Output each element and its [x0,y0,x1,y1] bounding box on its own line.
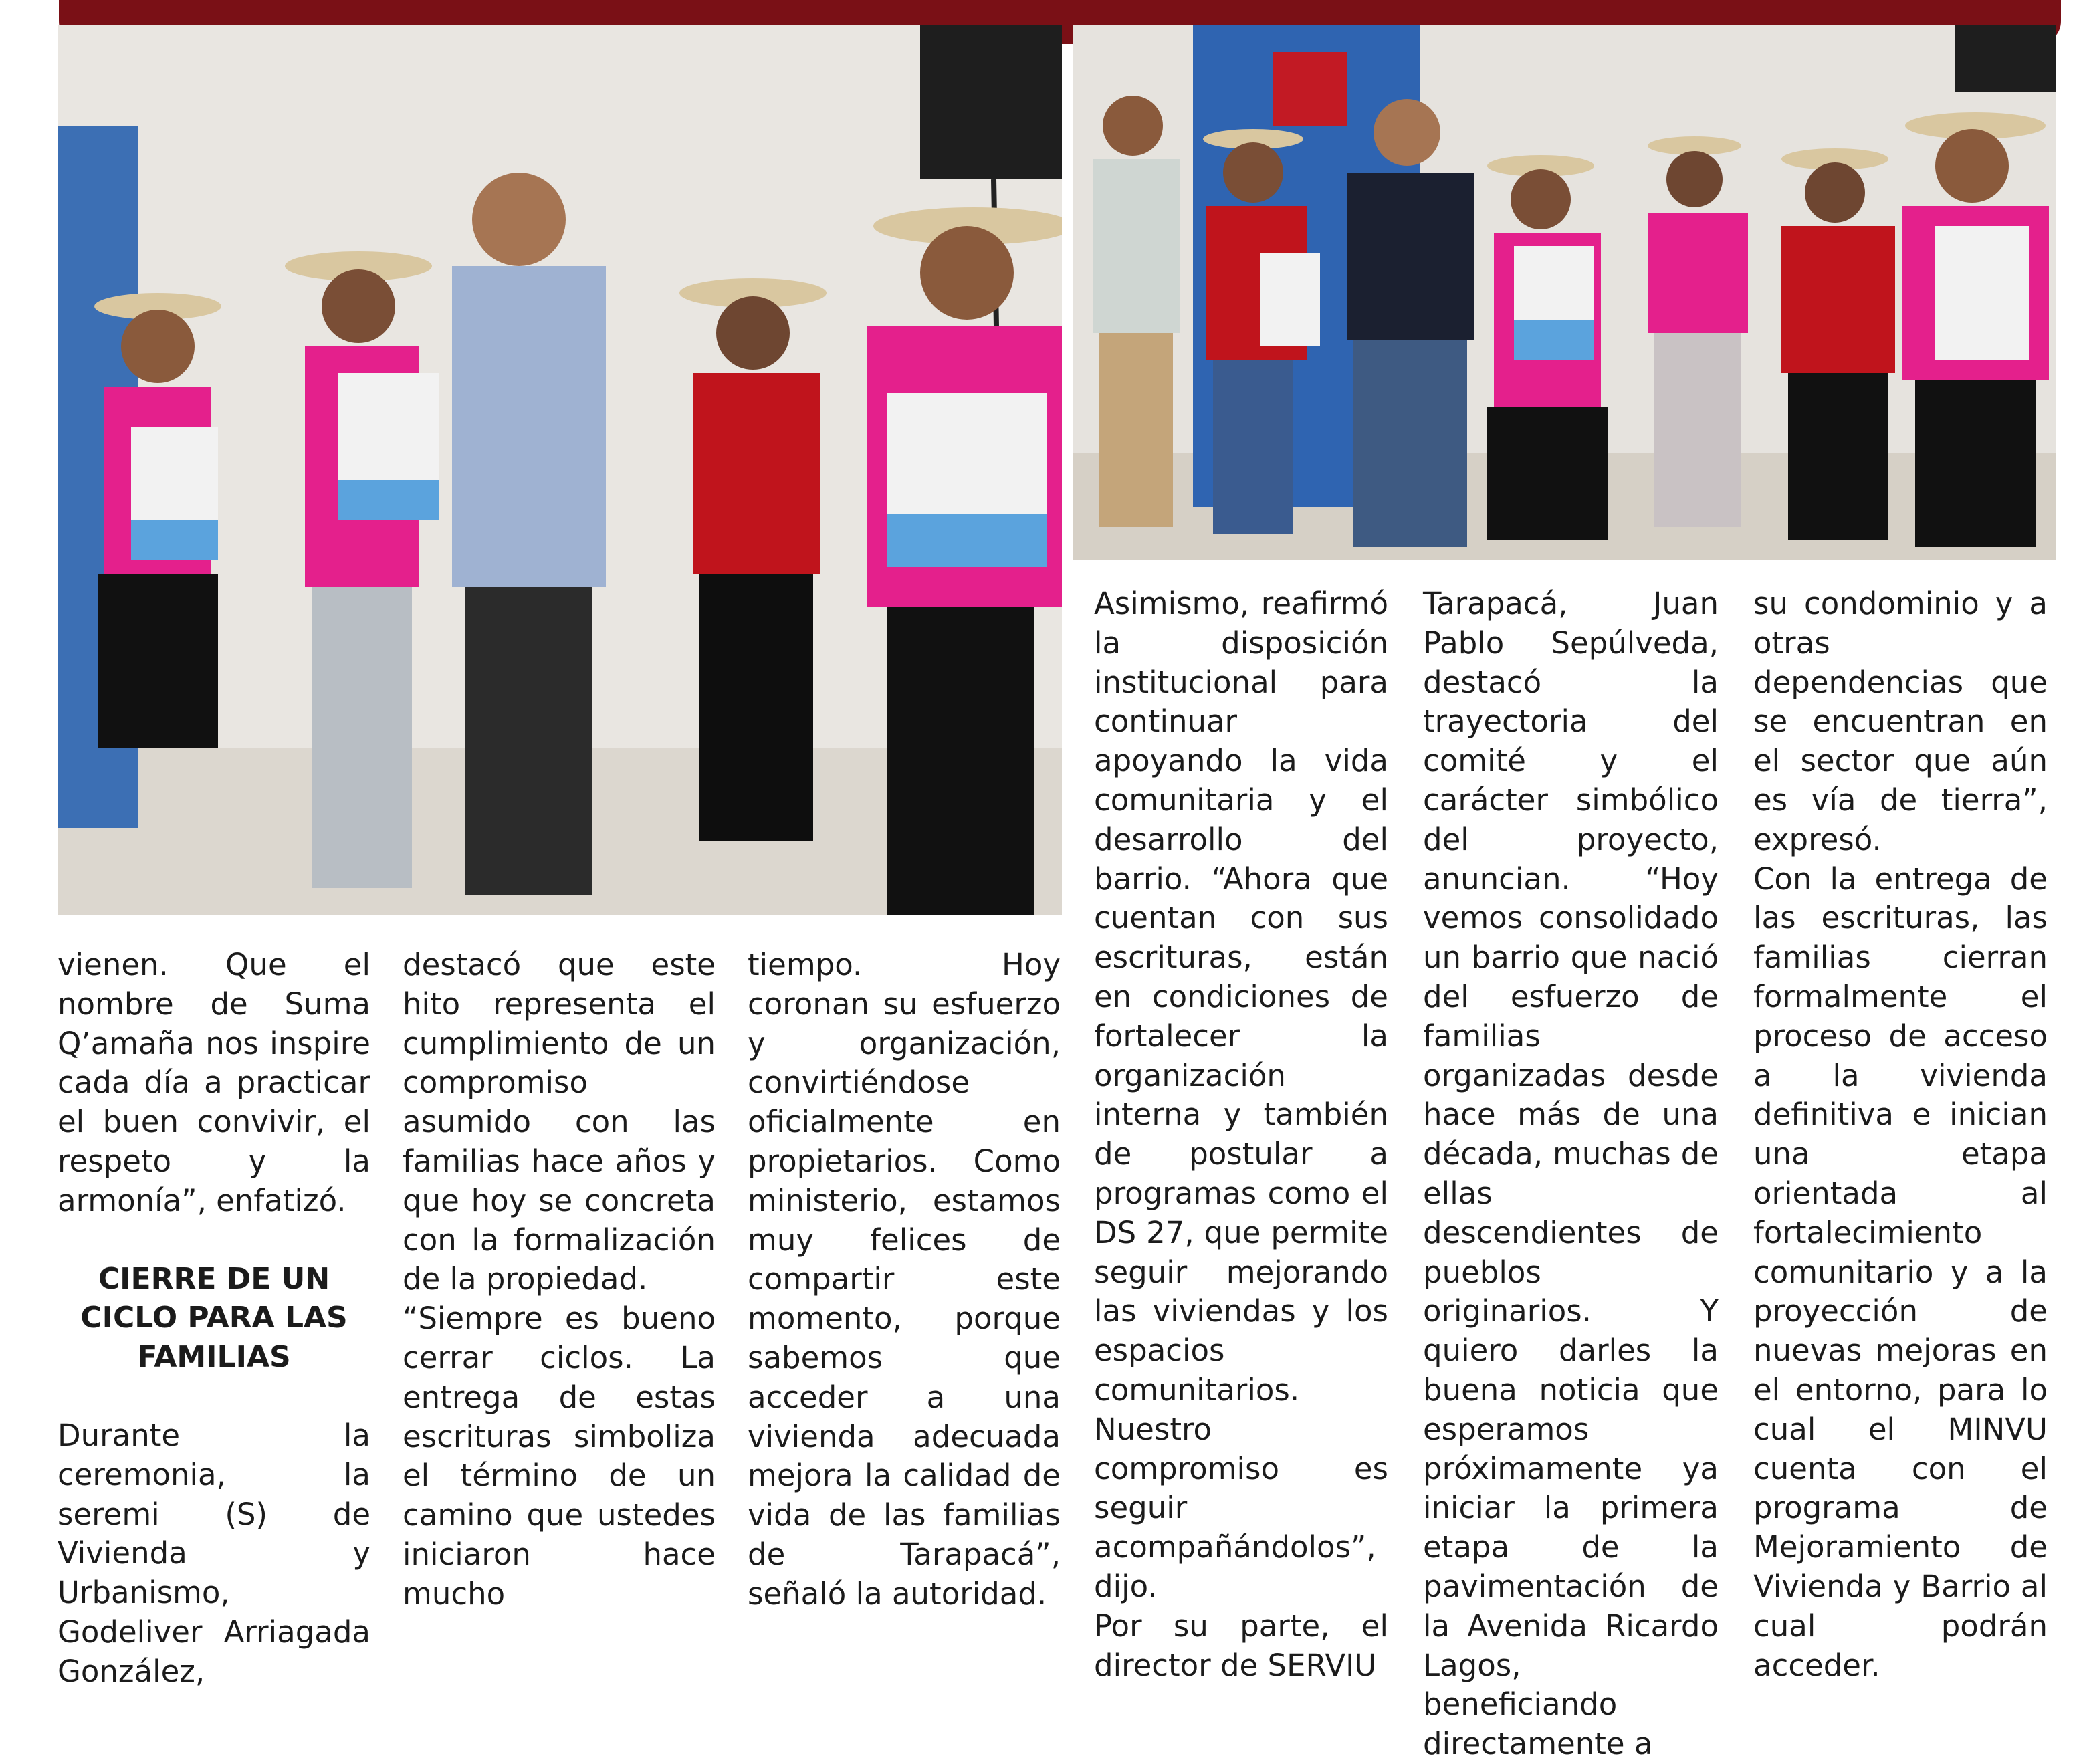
paragraph: vienen. Que el nombre de Suma Q’amaña nos inspire cada día a practicar el buen convivir, el respeto y la armonía”, enfatizó. [58,947,370,1218]
article-column-5 [1423,584,1719,1764]
paragraph: Con la entrega de las escrituras, las familias cierran formalmente el proceso de acceso a la vivienda definitiva e inician una etapa orientada al fortalecimiento comunitario y a la proyección de nuevas mejoras en el entorno, para lo cual el MINVU cuenta con el programa de Mejoramiento de Vivienda y Barrio al cual podrán acceder. [1753,861,2048,1683]
paragraph: tiempo. Hoy coronan su esfuerzo y organización, convirtiéndose oficialmente en propietarios. Como ministerio, estamos muy felices de compartir este momento, porque sabemos que acceder a una vivienda adecuada mejora la calidad de vida de las familias de Tarapacá”, señaló la autoridad. [748,947,1061,1612]
paragraph: Tarapacá, Juan Pablo Sepúlveda, destacó la trayectoria del comité y el carácter simbólico del proyecto, anuncian. “Hoy vemos consolidado un barrio que nació del esfuerzo de familias organizadas desde hace más de una década, muchas de ellas descendientes de pueblos originarios. Y quiero darles la buena noticia que esperamos próximamente ya iniciar la primera etapa de la pavimentación de la Avenida Ricardo Lagos, beneficiando directamente a [1423,586,1719,1762]
paragraph: “Siempre es bueno cerrar ciclos. La entrega de estas escrituras simboliza el término de un camino que ustedes iniciaron hace mucho [403,1301,716,1612]
paragraph: destacó que este hito representa el cumplimiento de un compromiso asumido con las familias hace años y que hoy se concreta con la formalización de la propiedad. [403,947,716,1297]
photo-ceremony-left [58,25,1062,915]
photo-icon [58,25,1062,915]
article-column-3 [748,946,1061,1614]
article-column-1 [58,946,370,1692]
photo-icon [1073,25,2056,560]
section-heading: CIERRE DE UN CICLO PARA LAS FAMILIAS [80,1261,348,1375]
article-column-2 [403,946,716,1614]
article-column-6 [1753,584,2048,1685]
paragraph: Durante la ceremonia, la seremi (S) de Vivienda y Urbanismo, Godeliver Arriagada González, [58,1417,370,1689]
photo-ceremony-right [1073,25,2056,560]
paragraph: Por su parte, el director de SERVIU [1094,1608,1388,1683]
article-column-4 [1094,584,1388,1685]
paragraph: Asimismo, reafirmó la disposición institucional para continuar apoyando la vida comunitaria y el desarrollo del barrio. “Ahora que cuentan con sus escrituras, están en condiciones de fortalecer la organización interna y también de postular a programas como el DS 27, que permite seguir mejorando las viviendas y los espacios comunitarios. Nuestro compromiso es seguir acompañándolos”, dijo. [1094,586,1388,1604]
paragraph: su condominio y a otras dependencias que se encuentran en el sector que aún es vía de tierra”, expresó. [1753,586,2048,857]
